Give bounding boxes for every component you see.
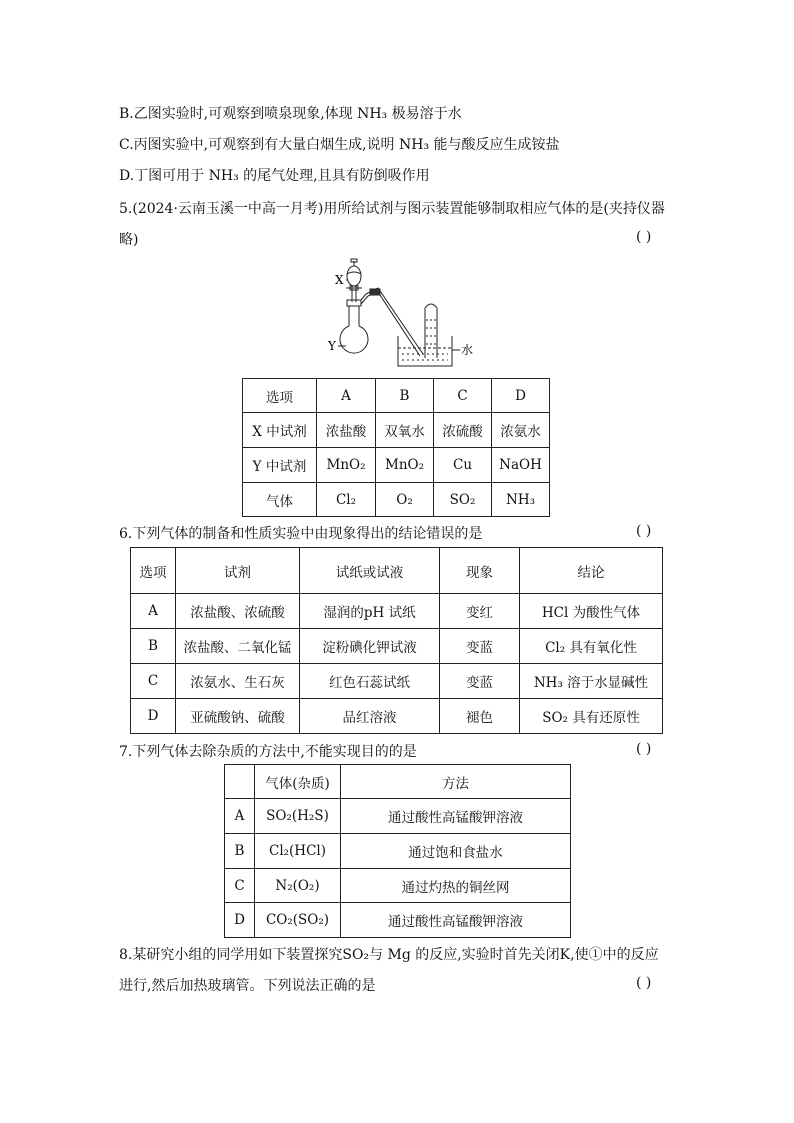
table-row	[225, 903, 571, 938]
answer-blank-6: ( )	[636, 523, 652, 539]
table-cell: Cl₂(HCl)	[255, 834, 341, 869]
table-row	[131, 664, 663, 699]
table-cell: 浓盐酸、浓硫酸	[176, 594, 300, 629]
table-cell: O₂	[376, 483, 434, 517]
table-cell: A	[131, 594, 176, 629]
table-cell: MnO₂	[376, 448, 434, 483]
delivery-tube	[361, 288, 423, 356]
answer-blank-7: ( )	[636, 741, 652, 757]
question-6-stem: 6.下列气体的制备和性质实验中由现象得出的结论错误的是	[119, 526, 483, 542]
table-cell: 选项	[131, 548, 176, 594]
table-cell: SO₂(H₂S)	[255, 799, 341, 834]
table-cell: MnO₂	[317, 448, 376, 483]
table-cell: 现象	[440, 548, 520, 594]
table-cell: C	[131, 664, 176, 699]
table-cell: 结论	[520, 548, 663, 594]
table-cell: 通过灼热的铜丝网	[341, 869, 571, 903]
question-5-stem: 5.(2024·云南玉溪一中高一月考)用所给试剂与图示装置能够制取相应气体的是(夹持仪器	[119, 201, 665, 217]
table-row	[131, 629, 663, 664]
table-cell: 通过酸性高锰酸钾溶液	[341, 903, 571, 938]
table-cell: N₂(O₂)	[255, 869, 341, 903]
table-cell: Cl₂	[317, 483, 376, 517]
question-5-stem-cont: 略)	[119, 232, 139, 248]
table-cell: 淀粉碘化钾试液	[300, 629, 440, 664]
table-cell: Cl₂ 具有氧化性	[520, 629, 663, 664]
table-cell: X 中试剂	[243, 413, 317, 448]
table-cell: Cu	[434, 448, 492, 483]
table-header-row	[225, 765, 571, 799]
table-cell: 褪色	[440, 699, 520, 734]
table-header-row	[131, 548, 663, 594]
table-cell: 红色石蕊试纸	[300, 664, 440, 699]
table-cell: Y 中试剂	[243, 448, 317, 483]
table-cell: 变蓝	[440, 629, 520, 664]
table-cell	[225, 765, 255, 799]
table-cell: A	[225, 799, 255, 834]
separatory-funnel	[346, 259, 362, 302]
question-6-table	[130, 547, 663, 734]
table-row	[131, 594, 663, 629]
option-c-text: C.丙图实验中,可观察到有大量白烟生成,说明 NH₃ 能与酸反应生成铵盐	[119, 137, 560, 153]
table-row	[225, 834, 571, 869]
table-cell: A	[317, 379, 376, 413]
table-cell: NH₃	[492, 483, 550, 517]
table-cell: SO₂ 具有还原性	[520, 699, 663, 734]
label-water: 水	[461, 343, 474, 357]
table-cell: 气体(杂质)	[255, 765, 341, 799]
table-cell: D	[225, 903, 255, 938]
table-cell: 湿润的pH 试纸	[300, 594, 440, 629]
table-cell: CO₂(SO₂)	[255, 903, 341, 938]
table-cell: 浓硫酸	[434, 413, 492, 448]
table-cell: 选项	[243, 379, 317, 413]
answer-blank-8: ( )	[636, 975, 652, 991]
table-cell: NaOH	[492, 448, 550, 483]
table-row	[225, 869, 571, 903]
label-y: Y	[328, 339, 336, 353]
option-b-text: B.乙图实验时,可观察到喷泉现象,体现 NH₃ 极易溶于水	[119, 106, 462, 122]
question-5-table	[242, 378, 550, 517]
table-cell: D	[492, 379, 550, 413]
table-cell: 变红	[440, 594, 520, 629]
table-cell: 浓盐酸	[317, 413, 376, 448]
question-8-stem-cont: 进行,然后加热玻璃管。下列说法正确的是	[119, 978, 376, 994]
table-cell: B	[131, 629, 176, 664]
table-cell: C	[434, 379, 492, 413]
table-cell: C	[225, 869, 255, 903]
table-row	[243, 448, 550, 483]
table-cell: 气体	[243, 483, 317, 517]
table-cell: SO₂	[434, 483, 492, 517]
table-row	[225, 799, 571, 834]
table-cell: 品红溶液	[300, 699, 440, 734]
question-7-table	[224, 764, 571, 938]
table-header-row	[243, 379, 550, 413]
table-cell: NH₃ 溶于水显碱性	[520, 664, 663, 699]
table-cell: 双氧水	[376, 413, 434, 448]
table-cell: HCl 为酸性气体	[520, 594, 663, 629]
table-cell: 试剂	[176, 548, 300, 594]
table-cell: 浓盐酸、二氧化锰	[176, 629, 300, 664]
table-cell: 亚硫酸钠、硫酸	[176, 699, 300, 734]
table-row	[243, 413, 550, 448]
table-cell: 变蓝	[440, 664, 520, 699]
table-cell: 方法	[341, 765, 571, 799]
table-cell: B	[225, 834, 255, 869]
table-cell: D	[131, 699, 176, 734]
round-bottom-flask	[340, 300, 368, 353]
option-d-text: D.丁图可用于 NH₃ 的尾气处理,且具有防倒吸作用	[119, 168, 430, 184]
table-row	[131, 699, 663, 734]
table-cell: 通过酸性高锰酸钾溶液	[341, 799, 571, 834]
table-cell: 试纸或试液	[300, 548, 440, 594]
gas-generation-apparatus	[330, 258, 480, 370]
table-cell: 浓氨水	[492, 413, 550, 448]
label-x: X	[335, 273, 344, 287]
question-8-stem: 8.某研究小组的同学用如下装置探究SO₂与 Mg 的反应,实验时首先关闭K,使①中的反应	[119, 947, 659, 963]
table-row	[243, 483, 550, 517]
answer-blank-5: ( )	[636, 229, 652, 245]
table-cell: B	[376, 379, 434, 413]
table-cell: 浓氨水、生石灰	[176, 664, 300, 699]
question-7-stem: 7.下列气体去除杂质的方法中,不能实现目的的是	[119, 744, 417, 760]
collection-tube	[425, 304, 437, 358]
table-cell: 通过饱和食盐水	[341, 834, 571, 869]
